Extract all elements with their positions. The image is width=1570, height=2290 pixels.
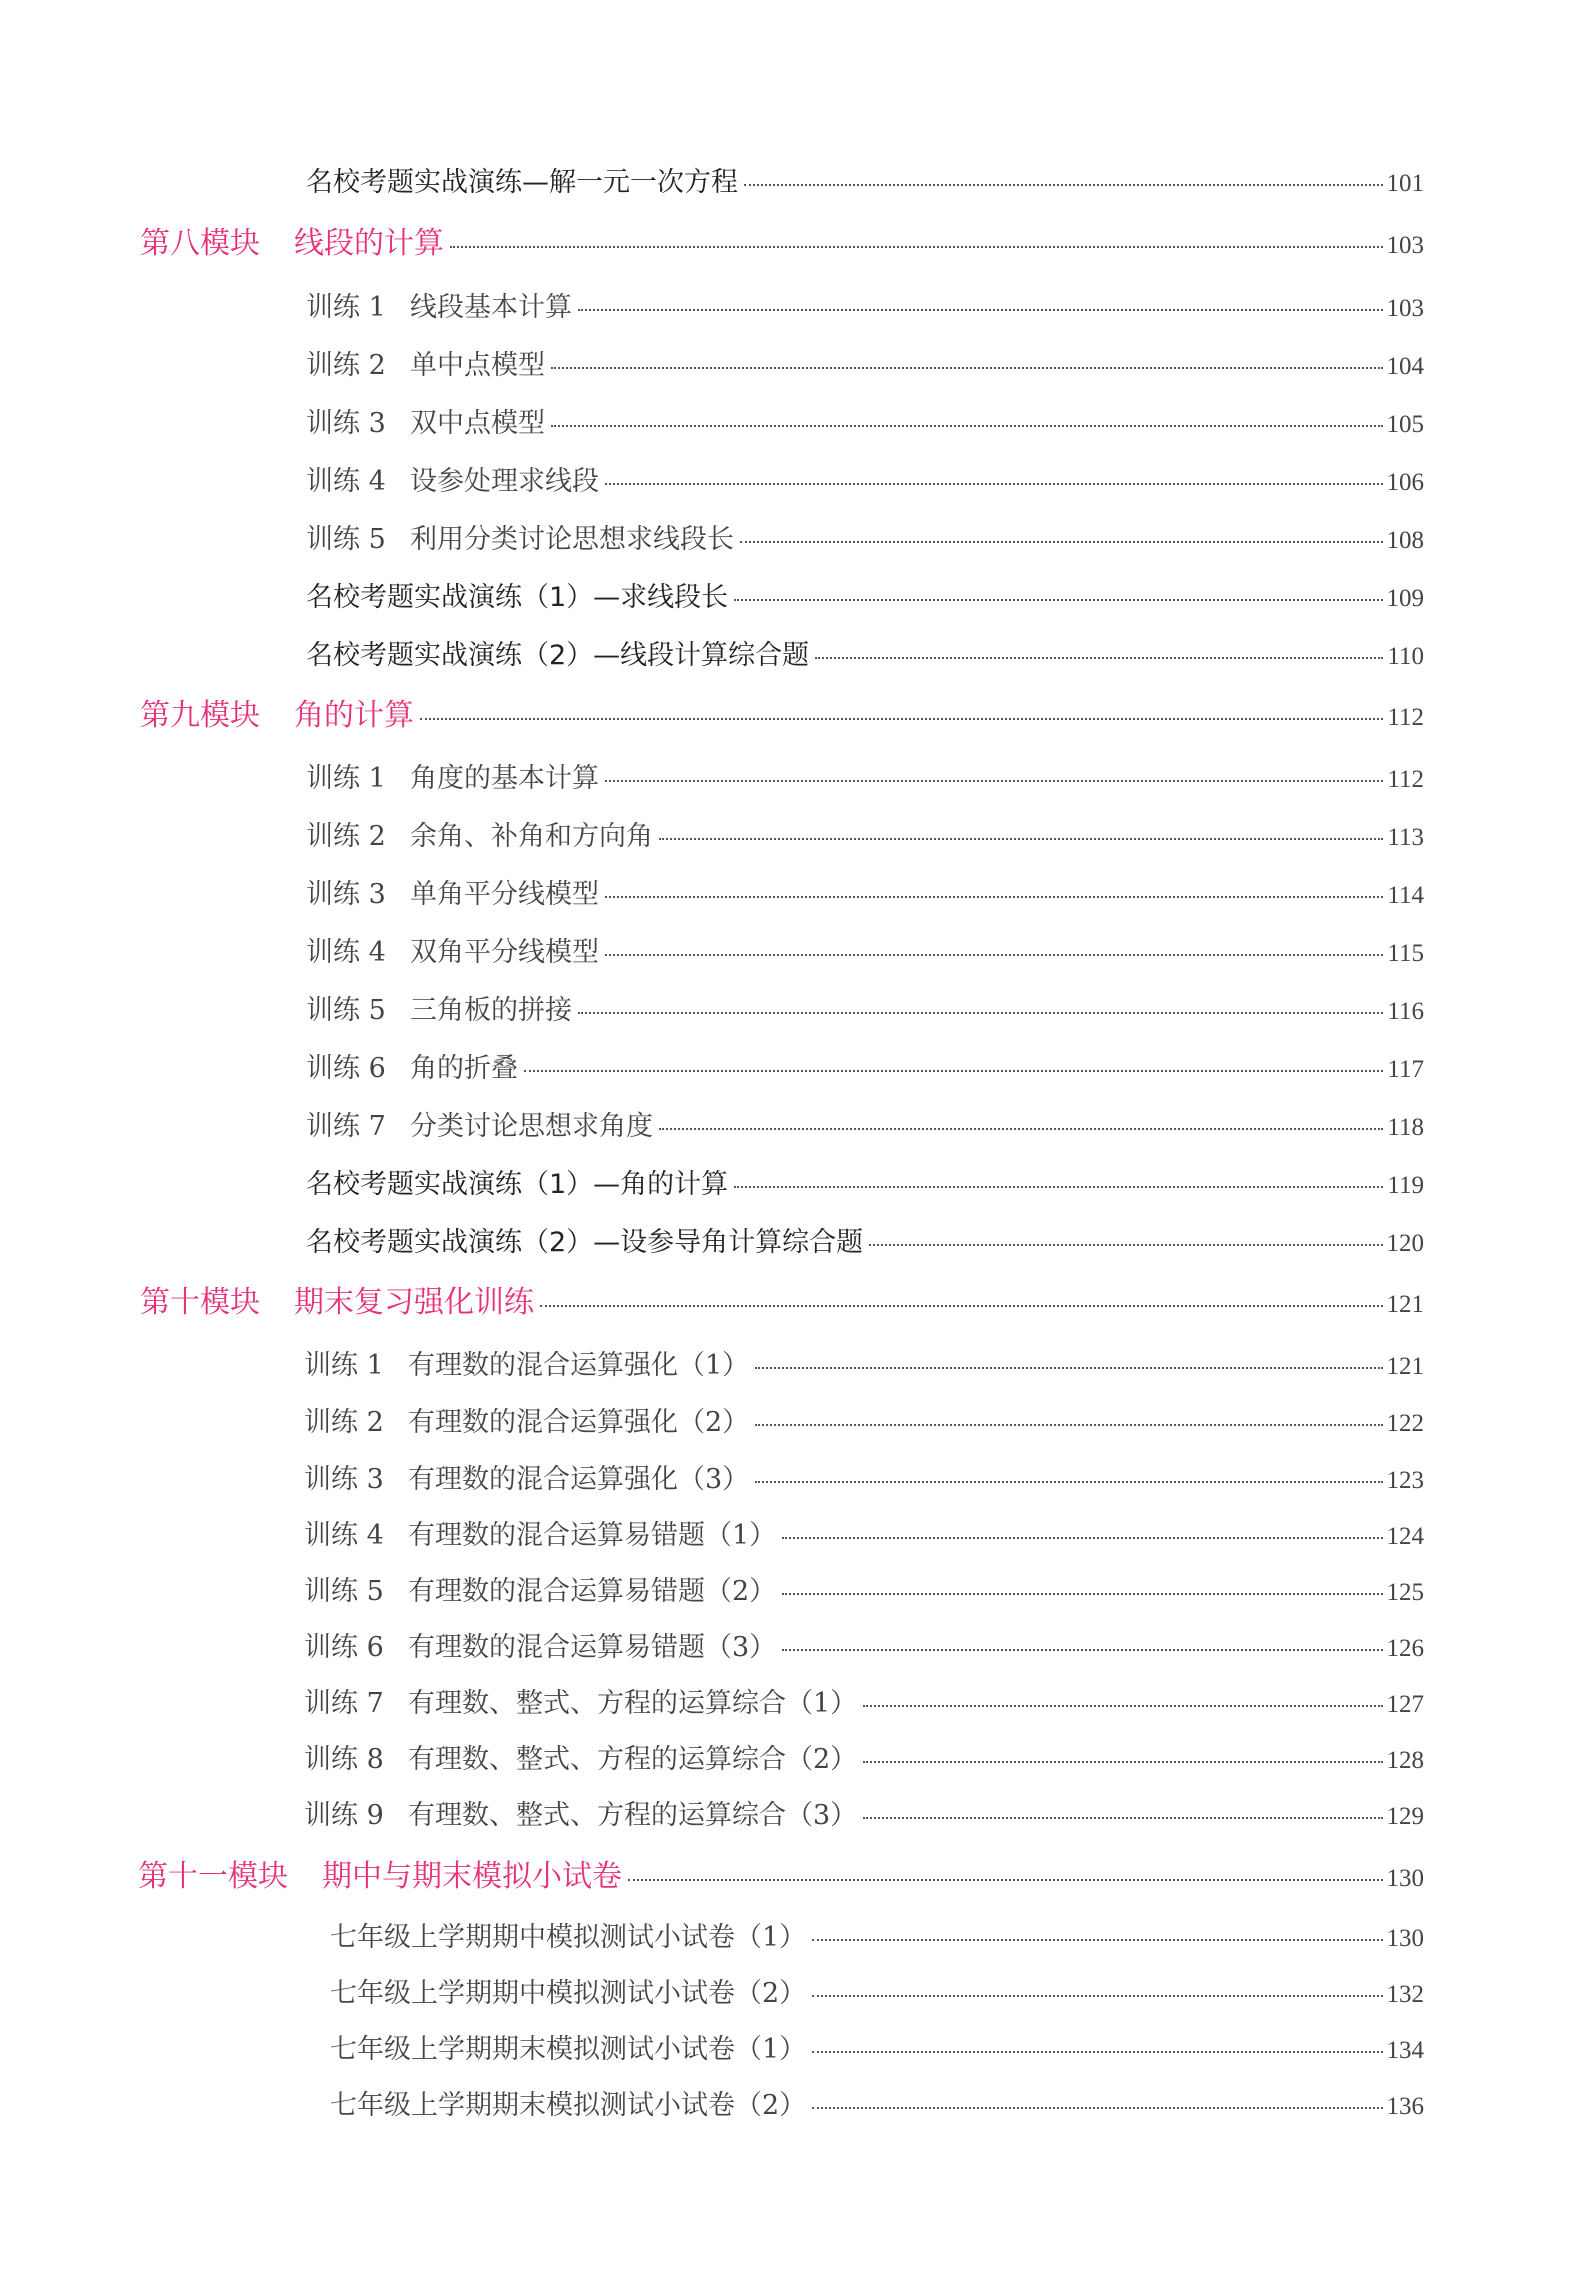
toc-module-heading[interactable] xyxy=(140,218,1424,262)
page-number: 128 xyxy=(1386,1747,1424,1774)
page-number: 115 xyxy=(1387,940,1424,967)
paper-title: 七年级上学期期中模拟测试小试卷（2） xyxy=(330,1978,807,2009)
dot-leader xyxy=(551,425,1383,427)
training-number: 训练 3 xyxy=(304,1464,384,1495)
page-number: 119 xyxy=(1387,1172,1424,1199)
dot-leader xyxy=(863,1761,1382,1763)
page-number: 132 xyxy=(1386,1981,1424,2008)
training-number: 训练 4 xyxy=(306,466,386,497)
toc-training-entry[interactable] xyxy=(306,930,1424,969)
dot-leader xyxy=(812,1995,1382,1997)
dot-leader xyxy=(869,1244,1382,1246)
training-number: 训练 5 xyxy=(306,995,386,1026)
toc-training-entry[interactable] xyxy=(306,988,1424,1027)
page-number: 116 xyxy=(1387,998,1424,1025)
toc-paper-entry[interactable] xyxy=(330,1915,1424,1954)
module-title: 期末复习强化训练 xyxy=(294,1285,534,1320)
page-number: 127 xyxy=(1386,1691,1424,1718)
page-number: 125 xyxy=(1386,1579,1424,1606)
training-title: 单角平分线模型 xyxy=(410,879,599,910)
dot-leader xyxy=(628,1879,1383,1881)
page-number: 112 xyxy=(1387,766,1424,793)
dot-leader xyxy=(812,1939,1382,1941)
dot-leader xyxy=(755,1367,1382,1369)
exam-title: 名校考题实战演练—解一元一次方程 xyxy=(306,167,738,198)
toc-exam-entry[interactable] xyxy=(306,160,1424,199)
module-number: 第八模块 xyxy=(140,226,260,261)
training-number: 训练 2 xyxy=(304,1407,384,1438)
exam-title: 名校考题实战演练（1）—求线段长 xyxy=(306,582,729,613)
module-title: 期中与期末模拟小试卷 xyxy=(322,1859,622,1894)
training-title: 有理数的混合运算强化（1） xyxy=(408,1350,750,1381)
toc-training-entry[interactable] xyxy=(306,872,1424,911)
exam-title: 名校考题实战演练（1）—角的计算 xyxy=(306,1169,729,1200)
page-number: 126 xyxy=(1386,1635,1424,1662)
training-title: 有理数、整式、方程的运算综合（3） xyxy=(408,1800,858,1831)
module-number: 第十一模块 xyxy=(138,1859,288,1894)
dot-leader xyxy=(782,1593,1382,1595)
page-number: 112 xyxy=(1387,704,1424,731)
training-number: 训练 5 xyxy=(306,524,386,555)
page-number: 114 xyxy=(1387,882,1424,909)
module-number: 第九模块 xyxy=(140,698,260,733)
page-number: 109 xyxy=(1386,585,1424,612)
toc-module-heading[interactable] xyxy=(138,1851,1424,1895)
toc-training-entry[interactable] xyxy=(306,459,1424,498)
page-number: 117 xyxy=(1387,1056,1424,1083)
page-number: 130 xyxy=(1386,1925,1424,1952)
page-number: 110 xyxy=(1387,643,1424,670)
training-number: 训练 5 xyxy=(304,1576,384,1607)
training-number: 训练 7 xyxy=(306,1111,386,1142)
dot-leader xyxy=(863,1817,1382,1819)
training-number: 训练 8 xyxy=(304,1744,384,1775)
dot-leader xyxy=(420,718,1383,720)
dot-leader xyxy=(782,1649,1382,1651)
paper-title: 七年级上学期期中模拟测试小试卷（1） xyxy=(330,1922,807,1953)
toc-training-entry[interactable] xyxy=(306,285,1424,324)
page-number: 122 xyxy=(1386,1410,1424,1437)
toc-training-entry[interactable] xyxy=(304,1625,1424,1664)
page-number: 105 xyxy=(1386,411,1424,438)
training-number: 训练 3 xyxy=(306,408,386,439)
training-title: 利用分类讨论思想求线段长 xyxy=(410,524,734,555)
dot-leader xyxy=(605,896,1383,898)
toc-training-entry[interactable] xyxy=(306,517,1424,556)
dot-leader xyxy=(755,1424,1382,1426)
training-number: 训练 1 xyxy=(306,763,386,794)
toc-paper-entry[interactable] xyxy=(330,2083,1424,2122)
training-number: 训练 6 xyxy=(306,1053,386,1084)
toc-training-entry[interactable] xyxy=(306,1104,1424,1143)
page-number: 108 xyxy=(1386,527,1424,554)
toc-training-entry[interactable] xyxy=(304,1457,1424,1496)
training-number: 训练 3 xyxy=(306,879,386,910)
page-number: 121 xyxy=(1386,1291,1424,1318)
toc-training-entry[interactable] xyxy=(304,1681,1424,1720)
toc-training-entry[interactable] xyxy=(304,1569,1424,1608)
toc-training-entry[interactable] xyxy=(304,1737,1424,1776)
dot-leader xyxy=(578,1012,1383,1014)
dot-leader xyxy=(734,599,1382,601)
page-number: 129 xyxy=(1386,1803,1424,1830)
toc-training-entry[interactable] xyxy=(306,814,1424,853)
training-number: 训练 9 xyxy=(304,1800,384,1831)
training-number: 训练 1 xyxy=(304,1350,384,1381)
toc-training-entry[interactable] xyxy=(306,1046,1424,1085)
training-title: 有理数、整式、方程的运算综合（2） xyxy=(408,1744,858,1775)
dot-leader xyxy=(551,367,1383,369)
page-number: 130 xyxy=(1386,1865,1424,1892)
toc-exam-entry[interactable] xyxy=(306,575,1424,614)
training-title: 分类讨论思想求角度 xyxy=(410,1111,653,1142)
training-number: 训练 4 xyxy=(304,1520,384,1551)
exam-title: 名校考题实战演练（2）—设参导角计算综合题 xyxy=(306,1227,864,1258)
toc-module-heading[interactable] xyxy=(140,690,1424,734)
training-title: 三角板的拼接 xyxy=(410,995,572,1026)
dot-leader xyxy=(605,954,1383,956)
dot-leader xyxy=(450,246,1383,248)
dot-leader xyxy=(734,1186,1383,1188)
training-title: 有理数、整式、方程的运算综合（1） xyxy=(408,1688,858,1719)
dot-leader xyxy=(755,1481,1382,1483)
training-title: 线段基本计算 xyxy=(410,292,572,323)
training-number: 训练 7 xyxy=(304,1688,384,1719)
toc-module-heading[interactable] xyxy=(140,1277,1424,1321)
toc-training-entry[interactable] xyxy=(304,1513,1424,1552)
page-number: 123 xyxy=(1386,1467,1424,1494)
training-title: 余角、补角和方向角 xyxy=(410,821,653,852)
toc-exam-entry[interactable] xyxy=(306,1162,1424,1201)
module-title: 角的计算 xyxy=(294,698,414,733)
toc-exam-entry[interactable] xyxy=(306,633,1424,672)
training-title: 双中点模型 xyxy=(410,408,545,439)
dot-leader xyxy=(740,541,1383,543)
page-number: 103 xyxy=(1386,295,1424,322)
training-number: 训练 4 xyxy=(306,937,386,968)
training-title: 有理数的混合运算强化（3） xyxy=(408,1464,750,1495)
dot-leader xyxy=(782,1537,1382,1539)
dot-leader xyxy=(812,2107,1382,2109)
training-title: 有理数的混合运算易错题（1） xyxy=(408,1520,777,1551)
page-number: 134 xyxy=(1386,2037,1424,2064)
toc-training-entry[interactable] xyxy=(306,401,1424,440)
dot-leader xyxy=(578,309,1383,311)
training-title: 有理数的混合运算易错题（2） xyxy=(408,1576,777,1607)
paper-title: 七年级上学期期末模拟测试小试卷（1） xyxy=(330,2034,807,2065)
dot-leader xyxy=(659,1128,1383,1130)
training-title: 双角平分线模型 xyxy=(410,937,599,968)
dot-leader xyxy=(605,483,1383,485)
page-number: 101 xyxy=(1386,170,1424,197)
dot-leader xyxy=(815,657,1383,659)
toc-training-entry[interactable] xyxy=(306,343,1424,382)
toc-training-entry[interactable] xyxy=(306,756,1424,795)
dot-leader xyxy=(744,184,1383,186)
module-title: 线段的计算 xyxy=(294,226,444,261)
toc-exam-entry[interactable] xyxy=(306,1220,1424,1259)
dot-leader xyxy=(812,2051,1382,2053)
training-title: 角的折叠 xyxy=(410,1053,518,1084)
page-number: 106 xyxy=(1386,469,1424,496)
training-title: 设参处理求线段 xyxy=(410,466,599,497)
training-title: 有理数的混合运算易错题（3） xyxy=(408,1632,777,1663)
page-number: 124 xyxy=(1386,1523,1424,1550)
toc-training-entry[interactable] xyxy=(304,1400,1424,1439)
page-number: 113 xyxy=(1387,824,1424,851)
page-number: 104 xyxy=(1386,353,1424,380)
training-number: 训练 6 xyxy=(304,1632,384,1663)
training-number: 训练 1 xyxy=(306,292,386,323)
page-number: 136 xyxy=(1386,2093,1424,2120)
dot-leader xyxy=(540,1305,1383,1307)
page-number: 103 xyxy=(1386,232,1424,259)
toc-training-entry[interactable] xyxy=(304,1343,1424,1382)
dot-leader xyxy=(524,1070,1383,1072)
training-title: 单中点模型 xyxy=(410,350,545,381)
training-number: 训练 2 xyxy=(306,821,386,852)
training-title: 角度的基本计算 xyxy=(410,763,599,794)
training-title: 有理数的混合运算强化（2） xyxy=(408,1407,750,1438)
toc-paper-entry[interactable] xyxy=(330,2027,1424,2066)
training-number: 训练 2 xyxy=(306,350,386,381)
page-number: 118 xyxy=(1387,1114,1424,1141)
dot-leader xyxy=(863,1705,1382,1707)
page-number: 120 xyxy=(1386,1230,1424,1257)
toc-training-entry[interactable] xyxy=(304,1793,1424,1832)
toc-paper-entry[interactable] xyxy=(330,1971,1424,2010)
dot-leader xyxy=(659,838,1383,840)
exam-title: 名校考题实战演练（2）—线段计算综合题 xyxy=(306,640,810,671)
dot-leader xyxy=(605,780,1383,782)
module-number: 第十模块 xyxy=(140,1285,260,1320)
page-number: 121 xyxy=(1386,1353,1424,1380)
paper-title: 七年级上学期期末模拟测试小试卷（2） xyxy=(330,2090,807,2121)
